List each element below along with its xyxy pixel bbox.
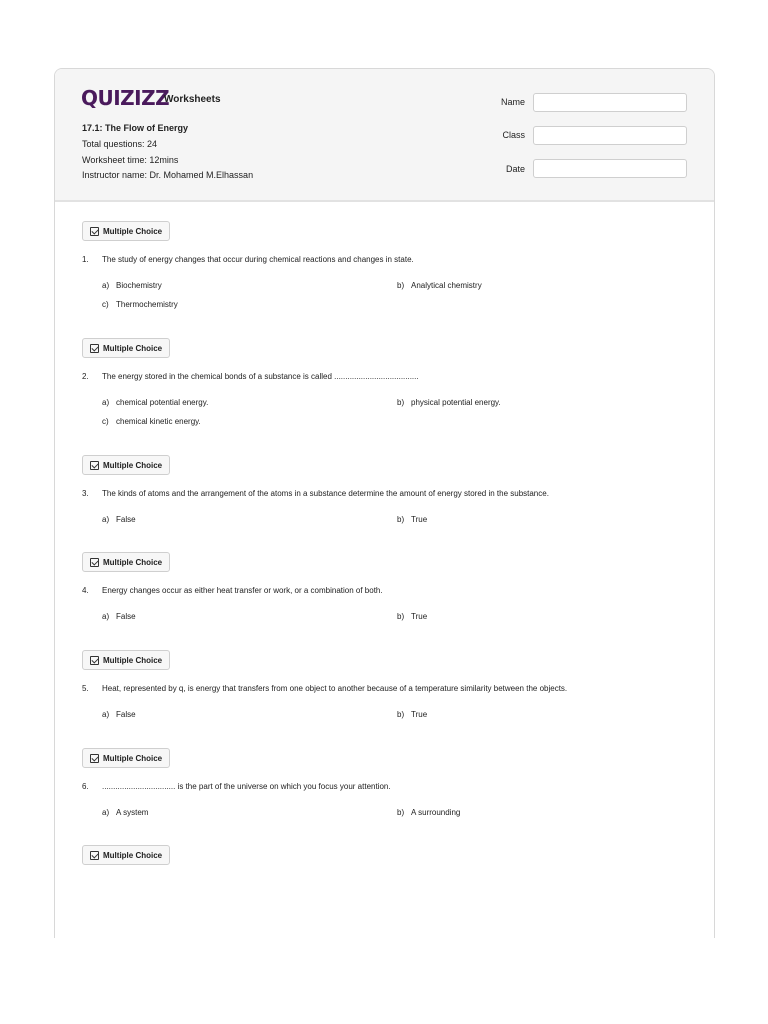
checkbox-icon <box>90 851 99 860</box>
answer-option <box>102 710 136 719</box>
answer-option <box>397 281 482 290</box>
question-number: 3. <box>82 489 89 498</box>
worksheet-time: Worksheet time: 12mins <box>82 155 179 165</box>
option-text: Analytical chemistry <box>411 281 482 290</box>
option-letter: a) <box>102 808 110 817</box>
question-type-label: Multiple Choice <box>103 557 163 567</box>
total-questions: Total questions: 24 <box>82 139 158 149</box>
option-letter: b) <box>397 612 405 621</box>
answer-option <box>102 612 136 621</box>
question-text: The energy stored in the chemical bonds of a substance is called ...................................... <box>102 372 419 381</box>
option-text: False <box>116 515 136 524</box>
question-type-badge <box>82 221 170 241</box>
checkbox-icon <box>90 656 99 665</box>
question-number: 1. <box>82 255 89 264</box>
question-type-label: Multiple Choice <box>103 343 163 353</box>
question-text: The kinds of atoms and the arrangement of the atoms in a substance determine the amount of energy stored in the substance. <box>102 489 549 498</box>
answer-option <box>102 398 208 407</box>
logo-subtitle: Worksheets <box>164 94 221 105</box>
option-text: False <box>116 710 136 719</box>
option-letter: b) <box>397 710 405 719</box>
question-number: 5. <box>82 684 89 693</box>
option-letter: a) <box>102 515 110 524</box>
question-type-badge <box>82 748 170 768</box>
answer-option <box>102 300 178 309</box>
answer-option <box>102 281 162 290</box>
question-type-label: Multiple Choice <box>103 850 163 860</box>
answer-option <box>397 710 427 719</box>
date-label: Date <box>505 164 525 174</box>
checkbox-icon <box>90 754 99 763</box>
answer-option <box>397 612 427 621</box>
option-letter: a) <box>102 281 110 290</box>
instructor-name: Instructor name: Dr. Mohamed M.Elhassan <box>82 170 254 180</box>
worksheet <box>54 68 715 938</box>
question-type-badge <box>82 845 170 865</box>
question-type-badge <box>82 650 170 670</box>
option-letter: b) <box>397 515 405 524</box>
question-text: Heat, represented by q, is energy that transfers from one object to another because of a temperature similarity between the objects. <box>102 684 568 693</box>
option-letter: c) <box>102 417 109 426</box>
answer-option <box>102 417 201 426</box>
option-text: chemical potential energy. <box>116 398 209 407</box>
answer-option <box>397 808 460 817</box>
class-label: Class <box>502 130 525 140</box>
option-text: chemical kinetic energy. <box>116 417 201 426</box>
answer-option <box>397 515 427 524</box>
option-text: Biochemistry <box>116 281 162 290</box>
option-letter: c) <box>102 300 109 309</box>
option-text: Thermochemistry <box>116 300 178 309</box>
checkbox-icon <box>90 461 99 470</box>
option-letter: a) <box>102 612 110 621</box>
answer-option <box>102 515 136 524</box>
worksheet-title: 17.1: The Flow of Energy <box>82 123 189 133</box>
question-text: The study of energy changes that occur during chemical reactions and changes in state. <box>102 255 414 264</box>
question-number: 6. <box>82 782 89 791</box>
question-type-label: Multiple Choice <box>103 655 163 665</box>
option-letter: b) <box>397 398 405 407</box>
option-text: False <box>116 612 136 621</box>
option-text: A system <box>116 808 149 817</box>
question-number: 4. <box>82 586 89 595</box>
option-text: True <box>411 612 428 621</box>
option-letter: a) <box>102 710 110 719</box>
answer-option <box>397 398 501 407</box>
question-number: 2. <box>82 372 89 381</box>
name-label: Name <box>500 97 525 107</box>
option-letter: b) <box>397 281 405 290</box>
name-field[interactable] <box>533 93 687 112</box>
checkbox-icon <box>90 344 99 353</box>
checkbox-icon <box>90 558 99 567</box>
question-type-label: Multiple Choice <box>103 226 163 236</box>
question-text: ................................. is the part of the universe on which you focus your attention. <box>102 782 391 791</box>
option-text: True <box>411 710 428 719</box>
quizizz-logo: QUIZIZZ <box>81 86 170 110</box>
class-field[interactable] <box>533 126 687 145</box>
option-letter: a) <box>102 398 110 407</box>
question-type-label: Multiple Choice <box>103 460 163 470</box>
answer-option <box>102 808 148 817</box>
date-field[interactable] <box>533 159 687 178</box>
option-letter: b) <box>397 808 405 817</box>
question-type-badge <box>82 455 170 475</box>
worksheet-header <box>55 69 714 202</box>
option-text: A surrounding <box>411 808 461 817</box>
question-text: Energy changes occur as either heat transfer or work, or a combination of both. <box>102 586 383 595</box>
option-text: physical potential energy. <box>411 398 501 407</box>
question-type-badge <box>82 338 170 358</box>
question-type-badge <box>82 552 170 572</box>
option-text: True <box>411 515 428 524</box>
checkbox-icon <box>90 227 99 236</box>
question-type-label: Multiple Choice <box>103 753 163 763</box>
